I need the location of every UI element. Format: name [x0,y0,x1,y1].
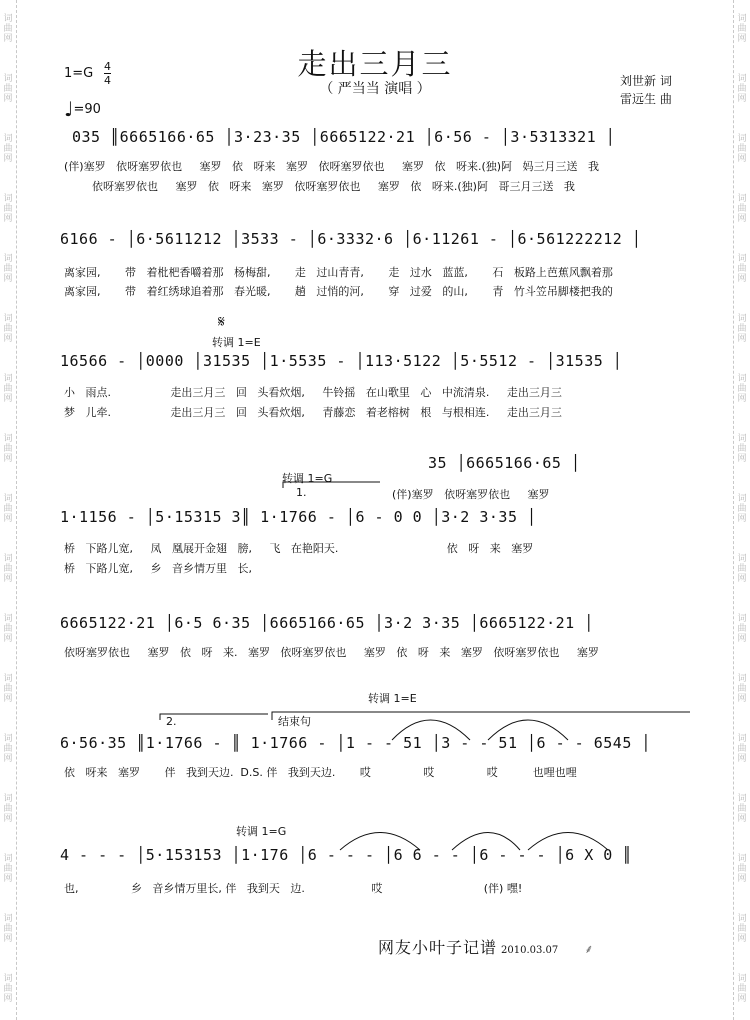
modulation-label: 转调 1=G [282,472,333,485]
transcriber-credit [378,935,594,958]
lyrics-verse-1: 小 雨点. 走出三月三 回 头看炊烟, 牛铃摇 在山歌里 心 中流清泉. 走出三月三 [64,386,562,399]
score-notes-line: 16566 - │0000 │31535 │1·5535 - │113·5122 │5·5512 - │31535 │ [60,352,623,370]
watermark-glyph-group: 词 曲 网 [3,254,13,284]
lyrics-verse-2: 梦 儿牵. 走出三月三 回 头看炊烟, 青藤恋 着老榕树 根 与根相连. 走出三月三 [64,406,562,419]
ending-bracket [272,712,690,720]
watermark-glyph-group: 词 曲 网 [737,314,747,344]
watermark-glyph-group: 词 曲 网 [737,74,747,104]
lyrics-verse-1: 也, 乡 音乡情万里长, 伴 我到天 边. 哎 (伴) 嘿! [64,882,523,895]
lyrics-verse-1: 依呀塞罗依也 塞罗 依 呀 来. 塞罗 依呀塞罗依也 塞罗 依 呀 来 塞罗 依呀塞罗依也 塞罗 [64,646,599,659]
transcription-date: 2010.03.07 [501,945,559,956]
lyrics-verse-1: 离家园, 带 着枇杷香嚼着那 杨梅甜, 走 过山青青, 走 过水 蓝蓝, 石 板路上芭蕉风飘着那 [64,266,613,279]
watermark-glyph-group: 词 曲 网 [737,374,747,404]
watermark-glyph-group: 词 曲 网 [737,854,747,884]
lyrics-verse-1: (伴)塞罗 依呀塞罗依也 塞罗 依 呀来 塞罗 依呀塞罗依也 塞罗 依 呀来.(独)阿 妈三月三送 我 [64,160,600,173]
lyrics-verse-2: 依呀塞罗依也 塞罗 依 呀来 塞罗 依呀塞罗依也 塞罗 依 呀来.(独)阿 哥三月三送 我 [64,180,575,193]
watermark-glyph-group: 词 曲 网 [737,914,747,944]
watermark-glyph-group: 词 曲 网 [737,14,747,44]
score-notes-line: 035 ║6665166·65 │3·23·35 │6665122·21 │6·56 - │3·5313321 │ [72,128,616,146]
performer-line: （ 严当当 演唱 ） [319,81,431,97]
watermark-glyph-group: 词 曲 网 [737,794,747,824]
watermark-glyph-group: 词 曲 网 [3,314,13,344]
tempo-value: =90 [73,102,101,117]
watermark-glyph-group: 词 曲 网 [737,974,747,1004]
composer-credit: 雷远生 曲 [620,92,672,106]
watermark-glyph-group: 词 曲 网 [3,134,13,164]
quarter-note-icon: ♩ [64,97,74,121]
modulation-label: 转调 1=G [236,825,287,838]
score-notes-line: 4 - - - │5·153153 │1·176 │6 - - - │6 6 - - │6 - - - │6 X 0 ║ [60,846,632,864]
lyrics-verse-1: 依 呀来 塞罗 伴 我到天边. D.S. 伴 我到天边. 哎 哎 哎 也哩也哩 [64,766,577,779]
score-notes-line: 6166 - │6·5611212 │3533 - │6·3332·6 │6·11261 - │6·561222212 │ [60,230,642,248]
song-title: 走出三月三 [297,47,453,81]
watermark-glyph-group: 词 曲 网 [3,554,13,584]
watermark-glyph-group: 词 曲 网 [3,854,13,884]
watermark-glyph-group: 词 曲 网 [3,494,13,524]
watermark-glyph-group: 词 曲 网 [737,434,747,464]
companion-lyrics: (伴)塞罗 依呀塞罗依也 塞罗 [392,488,550,501]
lyrics-verse-1: 桥 下路儿宽, 凤 凰展开金翅 膀, 飞 在艳阳天. 依 呀 来 塞罗 [64,542,534,555]
watermark-glyph-group: 词 曲 网 [737,134,747,164]
key-signature: 1=G [64,66,94,81]
watermark-glyph-group: 词 曲 网 [737,194,747,224]
watermark-glyph-group: 词 曲 网 [737,254,747,284]
watermark-glyph-group: 词 曲 网 [3,614,13,644]
modulation-label: 转调 1=E [368,692,417,705]
watermark-glyph-group: 词 曲 网 [3,374,13,404]
lyrics-verse-2: 桥 下路儿宽, 乡 音乡情万里 长, [64,562,252,575]
watermark-glyph-group: 词 曲 网 [3,674,13,704]
modulation-label: 转调 1=E [212,336,261,349]
score-notes-line: 6665122·21 │6·5 6·35 │6665166·65 │3·2 3·35 │6665122·21 │ [60,614,594,632]
watermark-glyph-group: 词 曲 网 [3,974,13,1004]
watermark-glyph-group: 词 曲 网 [737,554,747,584]
watermark-glyph-group: 词 曲 网 [737,614,747,644]
watermark-glyph-group: 词 曲 网 [737,494,747,524]
meter-bottom: 4 [104,74,111,87]
watermark-glyph-group: 词 曲 网 [737,674,747,704]
score-notes-line: 1·1156 - │5·15315 3║ 1·1766 - │6 - 0 0 │3·2 3·35 │ [60,508,537,526]
lyrics-verse-2: 离家园, 带 着红绣球追着那 春光暖, 趟 过悄的河, 穿 过爱 的山, 青 竹斗笠吊脚楼把我的 [64,285,613,298]
watermark-glyph-group: 词 曲 网 [3,734,13,764]
transcriber-name: 网友小叶子记谱 [378,938,498,957]
volta-2-label: 2. [166,715,177,728]
volta-1-label: 1. [296,486,307,499]
segno-sign: 𝄋 [218,312,225,331]
watermark-glyph-group: 词 曲 网 [3,914,13,944]
meter-top: 4 [104,60,111,73]
watermark-glyph-group: 词 曲 网 [737,734,747,764]
watermark-glyph-group: 词 曲 网 [3,14,13,44]
lyricist-credit: 刘世新 词 [620,74,672,88]
signature-mark-icon: ⸙ [584,942,595,956]
watermark-glyph-group: 词 曲 网 [3,434,13,464]
ending-label: 结束句 [278,715,311,728]
watermark-glyph-group: 词 曲 网 [3,194,13,224]
watermark-glyph-group: 词 曲 网 [3,74,13,104]
watermark-glyph-group: 词 曲 网 [3,794,13,824]
score-notes-line: 6·56·35 ║1·1766 - ║ 1·1766 - │1 - - 51 │3 - - 51 │6 - - 6545 │ [60,734,651,752]
companion-notes-line: 35 │6665166·65 │ [428,454,581,472]
